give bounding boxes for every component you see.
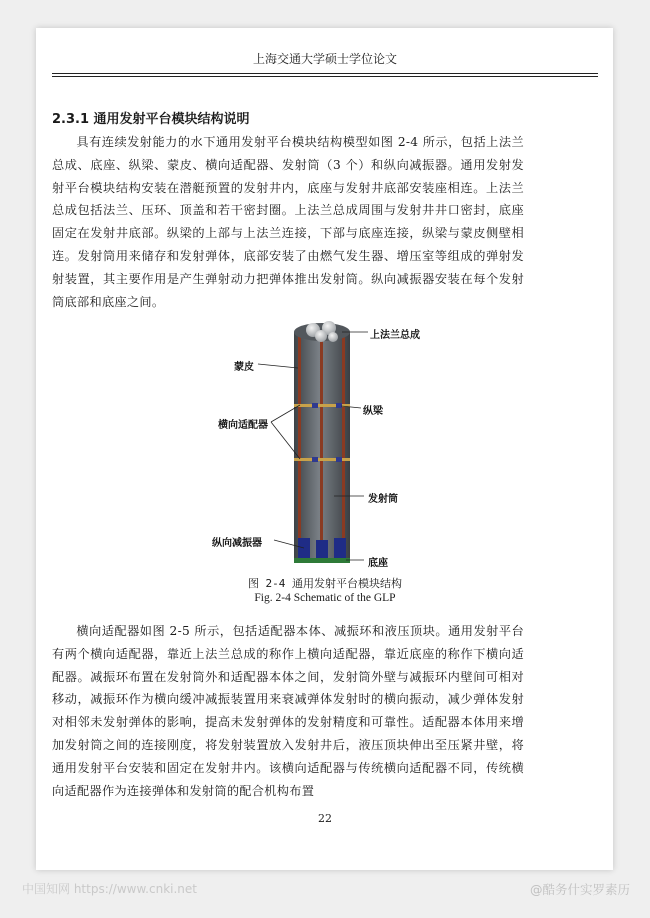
damper-2 xyxy=(316,540,328,558)
figure-caption-cn: 图 2-4 通用发射平台模块结构 xyxy=(247,577,403,590)
running-header: 上海交通大学硕士学位论文 xyxy=(52,50,598,74)
page-number: 22 xyxy=(318,812,332,825)
cnki-watermark: 中国知网 https://www.cnki.net xyxy=(22,882,197,896)
stringer-right xyxy=(342,334,345,560)
glp-model-illustration xyxy=(196,318,456,568)
damper-3 xyxy=(334,538,346,558)
figure-caption-en: Fig. 2-4 Schematic of the GLP xyxy=(254,592,396,604)
body-paragraph-1: 具有连续发射能力的水下通用发射平台模块结构模型如图 2-4 所示，包括上法兰总成、底座、纵梁、蒙皮、横向适配器、发射筒（3 个）和纵向减振器。通用发射发射平台模块结构安装在潜艇预置的发射井内，底座与发射井底部安装座相连。上法兰总成包括法兰、压环、顶盖和若干密封圈。上法兰总成周围与发射井井口密封，底座固定在发射井底部。纵梁的上部与上法兰连接，下部与底座连接，纵梁与蒙皮侧壁相连。发射筒用来储存和发射弹体，底部安装了由燃气发生器、增压室等组成的弹射发射装置，其主要作用是产生弹射动力把弹体推出发射筒。纵向减振器安装在每个发射筒底部和底座之间。 xyxy=(52,135,524,309)
label-launch-tube: 发射筒 xyxy=(368,494,398,505)
stringer-left xyxy=(298,334,301,560)
label-upper-flange: 上法兰总成 xyxy=(370,330,420,341)
label-lateral-adapter: 横向适配器 xyxy=(218,420,268,431)
weibo-watermark: @酷务什实罗素历 xyxy=(529,882,630,897)
label-longitudinal-damper: 纵向减振器 xyxy=(212,538,262,549)
label-stringer: 纵梁 xyxy=(363,406,383,417)
stringer-middle xyxy=(320,334,323,560)
label-base: 底座 xyxy=(368,558,388,569)
section-heading: 2.3.1 通用发射平台模块结构说明 xyxy=(52,112,250,127)
body-paragraph-2: 横向适配器如图 2-5 所示，包括适配器本体、减振环和液压顶块。通用发射平台有两个横向适配器，靠近上法兰总成的称作上横向适配器，靠近底座的称作下横向适配器。减振环布置在发射筒外和适配器本体之间，发射筒外壁与减振环内壁间可相对移动，减振环作为横向缓冲减振装置用来衰减弹体发射时的横向振动，减少弹体发射对相邻未发射弹体的影响，提高未发射弹体的发射精度和可靠性。适配器本体用来增加发射筒之间的连接刚度，将发射装置放入发射井后，液压顶块伸出至压紧井壁，将通用发射平台安装和固定在发射井内。该横向适配器与传统横向适配器不同，传统横向适配器作为连接弹体和发射筒的配合机构布置 xyxy=(52,624,524,798)
base-plate xyxy=(294,558,350,563)
label-skin: 蒙皮 xyxy=(234,362,254,373)
figure-glp-model xyxy=(196,318,456,568)
